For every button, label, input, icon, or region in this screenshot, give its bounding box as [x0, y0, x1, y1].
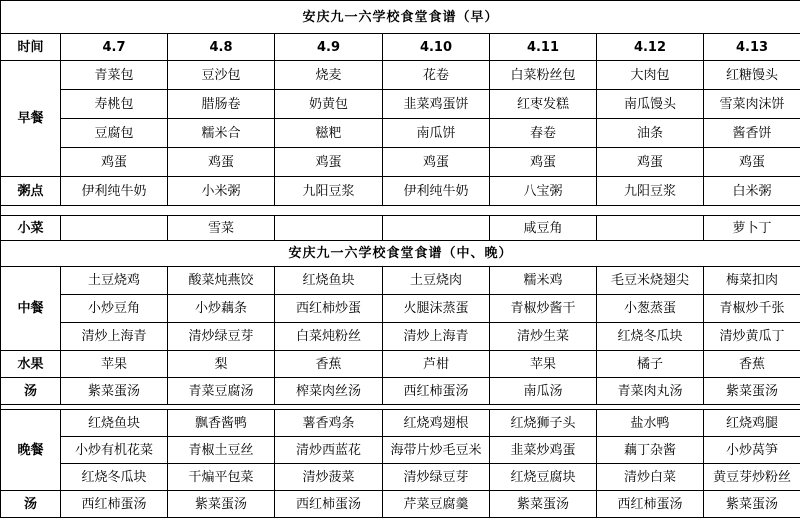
- dish-cell: 酱香饼: [704, 119, 800, 148]
- lunch-dinner-title-row: [1, 241, 800, 267]
- dish-cell: 九阳豆浆: [275, 177, 383, 206]
- dish-cell: 鸡蛋: [275, 148, 383, 177]
- dinner-soup-label: 汤: [1, 491, 61, 518]
- dish-cell: 梅菜扣肉: [704, 267, 800, 295]
- menu-body: [1, 1, 800, 518]
- dish-cell: 韭菜鸡蛋饼: [383, 90, 490, 119]
- dish-cell: 清炒绿豆芽: [168, 323, 275, 351]
- dish-cell: 飘香酱鸭: [168, 410, 275, 437]
- date-header: 4.11: [490, 34, 597, 61]
- dish-cell: 清炒黄瓜丁: [704, 323, 800, 351]
- dish-cell: 萝卜丁: [704, 216, 800, 241]
- dish-cell: 清炒上海青: [383, 323, 490, 351]
- dish-cell: 西红柿蛋汤: [61, 491, 168, 518]
- dish-cell: 黄豆芽炒粉丝: [704, 464, 800, 491]
- date-header: 4.13: [704, 34, 800, 61]
- dish-cell: 红烧冬瓜块: [61, 464, 168, 491]
- dinner-soup-row: [1, 491, 800, 518]
- dish-cell: 鸡蛋: [490, 148, 597, 177]
- breakfast-row: [1, 61, 800, 90]
- dish-cell: [61, 216, 168, 241]
- dish-cell: 红烧鸡腿: [704, 410, 800, 437]
- dish-cell: 红烧鱼块: [61, 410, 168, 437]
- dish-cell: 毛豆米烧翅尖: [597, 267, 704, 295]
- dish-cell: 西红柿炒蛋: [275, 295, 383, 323]
- dish-cell: 咸豆角: [490, 216, 597, 241]
- porridge-label: 粥点: [1, 177, 61, 206]
- dish-cell: 小炒豆角: [61, 295, 168, 323]
- date-header: 4.7: [61, 34, 168, 61]
- breakfast-label: 早餐: [1, 61, 61, 177]
- porridge-row: [1, 177, 800, 206]
- dish-cell: 豆腐包: [61, 119, 168, 148]
- dish-cell: 八宝粥: [490, 177, 597, 206]
- date-header: 4.8: [168, 34, 275, 61]
- dish-cell: 鸡蛋: [597, 148, 704, 177]
- dish-cell: 大肉包: [597, 61, 704, 90]
- lunch-row: [1, 267, 800, 295]
- dish-cell: 红烧鸡翅根: [383, 410, 490, 437]
- dish-cell: 土豆烧肉: [383, 267, 490, 295]
- breakfast-row: [1, 90, 800, 119]
- dish-cell: 南瓜馒头: [597, 90, 704, 119]
- dish-cell: 鸡蛋: [61, 148, 168, 177]
- dish-cell: 海带片炒毛豆米: [383, 437, 490, 464]
- dish-cell: 油条: [597, 119, 704, 148]
- dish-cell: 薯香鸡条: [275, 410, 383, 437]
- dish-cell: 小炒有机花菜: [61, 437, 168, 464]
- dish-cell: 紫菜蛋汤: [490, 491, 597, 518]
- dish-cell: 西红柿蛋汤: [597, 491, 704, 518]
- dish-cell: 烧麦: [275, 61, 383, 90]
- dish-cell: 清炒白菜: [597, 464, 704, 491]
- dish-cell: 小炒莴笋: [704, 437, 800, 464]
- breakfast-title: 安庆九一六学校食堂食谱（早）: [1, 1, 800, 34]
- side-label: 小菜: [1, 216, 61, 241]
- dish-cell: 青椒土豆丝: [168, 437, 275, 464]
- dish-cell: 藕丁杂酱: [597, 437, 704, 464]
- dish-cell: 紫菜蛋汤: [704, 491, 800, 518]
- lunch-dinner-title: 安庆九一六学校食堂食谱（中、晚）: [1, 241, 800, 267]
- dish-cell: 鸡蛋: [383, 148, 490, 177]
- dish-cell: 苹果: [61, 351, 168, 378]
- dish-cell: 南瓜饼: [383, 119, 490, 148]
- dish-cell: 白米粥: [704, 177, 800, 206]
- dish-cell: 伊利纯牛奶: [61, 177, 168, 206]
- dish-cell: 红糖馒头: [704, 61, 800, 90]
- dish-cell: 芦柑: [383, 351, 490, 378]
- fruit-row: [1, 351, 800, 378]
- dish-cell: 青菜豆腐汤: [168, 378, 275, 405]
- dish-cell: 干煸平包菜: [168, 464, 275, 491]
- dish-cell: 小炒藕条: [168, 295, 275, 323]
- dish-cell: 梨: [168, 351, 275, 378]
- dish-cell: 九阳豆浆: [597, 177, 704, 206]
- dish-cell: 寿桃包: [61, 90, 168, 119]
- dish-cell: 雪菜: [168, 216, 275, 241]
- dish-cell: 白菜粉丝包: [490, 61, 597, 90]
- dinner-row: [1, 437, 800, 464]
- time-label: 时间: [1, 34, 61, 61]
- dish-cell: 橘子: [597, 351, 704, 378]
- dish-cell: 糯米合: [168, 119, 275, 148]
- dish-cell: [383, 216, 490, 241]
- dinner-row: [1, 464, 800, 491]
- dish-cell: 苹果: [490, 351, 597, 378]
- dish-cell: 香蕉: [704, 351, 800, 378]
- dish-cell: 清炒西蓝花: [275, 437, 383, 464]
- dish-cell: 香蕉: [275, 351, 383, 378]
- dish-cell: 火腿沫蒸蛋: [383, 295, 490, 323]
- dish-cell: 榨菜肉丝汤: [275, 378, 383, 405]
- dish-cell: 青菜包: [61, 61, 168, 90]
- dish-cell: 红枣发糕: [490, 90, 597, 119]
- dish-cell: 清炒菠菜: [275, 464, 383, 491]
- breakfast-row: [1, 148, 800, 177]
- breakfast-row: [1, 119, 800, 148]
- dish-cell: 红烧冬瓜块: [597, 323, 704, 351]
- dish-cell: 红烧狮子头: [490, 410, 597, 437]
- date-header: 4.12: [597, 34, 704, 61]
- dish-cell: 清炒生菜: [490, 323, 597, 351]
- dish-cell: 青椒炒酱干: [490, 295, 597, 323]
- dish-cell: 青椒炒千张: [704, 295, 800, 323]
- dish-cell: 糯米鸡: [490, 267, 597, 295]
- dish-cell: 红烧豆腐块: [490, 464, 597, 491]
- dish-cell: 奶黄包: [275, 90, 383, 119]
- fruit-label: 水果: [1, 351, 61, 378]
- dish-cell: 小葱蒸蛋: [597, 295, 704, 323]
- dish-cell: 清炒绿豆芽: [383, 464, 490, 491]
- lunch-row: [1, 295, 800, 323]
- dish-cell: 紫菜蛋汤: [168, 491, 275, 518]
- dish-cell: 紫菜蛋汤: [61, 378, 168, 405]
- date-header: 4.9: [275, 34, 383, 61]
- dish-cell: 西红柿蛋汤: [275, 491, 383, 518]
- spacer-cell: [1, 206, 800, 216]
- dish-cell: 伊利纯牛奶: [383, 177, 490, 206]
- dish-cell: 花卷: [383, 61, 490, 90]
- lunch-soup-label: 汤: [1, 378, 61, 405]
- dish-cell: 小米粥: [168, 177, 275, 206]
- side-row: [1, 216, 800, 241]
- dish-cell: [597, 216, 704, 241]
- dish-cell: 腊肠卷: [168, 90, 275, 119]
- dish-cell: 土豆烧鸡: [61, 267, 168, 295]
- dish-cell: 春卷: [490, 119, 597, 148]
- dish-cell: 清炒上海青: [61, 323, 168, 351]
- lunch-row: [1, 323, 800, 351]
- dish-cell: 芹菜豆腐羹: [383, 491, 490, 518]
- dish-cell: 青菜肉丸汤: [597, 378, 704, 405]
- dish-cell: [275, 216, 383, 241]
- lunch-soup-row: [1, 378, 800, 405]
- dish-cell: 红烧鱼块: [275, 267, 383, 295]
- dinner-label: 晚餐: [1, 410, 61, 491]
- dish-cell: 盐水鸭: [597, 410, 704, 437]
- dish-cell: 韭菜炒鸡蛋: [490, 437, 597, 464]
- date-header: 4.10: [383, 34, 490, 61]
- dish-cell: 紫菜蛋汤: [704, 378, 800, 405]
- dish-cell: 南瓜汤: [490, 378, 597, 405]
- spacer-row: [1, 206, 800, 216]
- dish-cell: 豆沙包: [168, 61, 275, 90]
- dish-cell: 糍粑: [275, 119, 383, 148]
- dish-cell: 鸡蛋: [168, 148, 275, 177]
- lunch-label: 中餐: [1, 267, 61, 351]
- dish-cell: 白菜炖粉丝: [275, 323, 383, 351]
- dish-cell: 鸡蛋: [704, 148, 800, 177]
- dish-cell: 西红柿蛋汤: [383, 378, 490, 405]
- dinner-row: [1, 410, 800, 437]
- dish-cell: 雪菜肉沫饼: [704, 90, 800, 119]
- dish-cell: 酸菜炖燕饺: [168, 267, 275, 295]
